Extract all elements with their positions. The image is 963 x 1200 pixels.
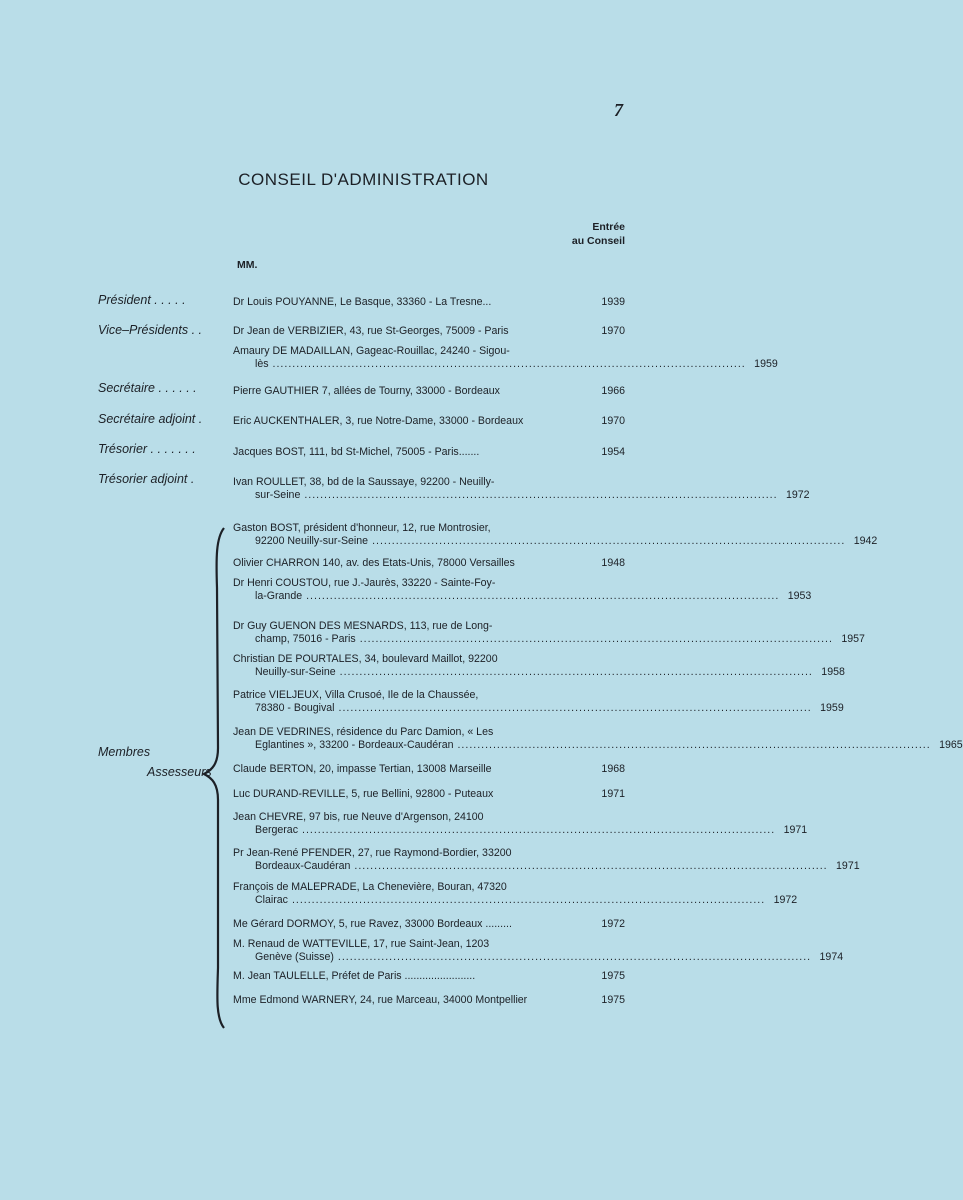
entry-year: 1942	[853, 535, 878, 547]
entry-year: 1970	[601, 325, 625, 337]
entry-year: 1968	[601, 763, 625, 775]
member-entry	[233, 881, 798, 907]
mm-label: MM.	[237, 259, 258, 271]
entry-year: 1974	[819, 951, 844, 963]
entry-year: 1970	[601, 415, 625, 427]
dot-leader: ........................................................................................................................	[302, 824, 776, 836]
entry-line-2: Bordeaux-Caudéran	[255, 860, 351, 872]
column-header-line2: au Conseil	[571, 235, 625, 247]
member-entry	[233, 385, 625, 398]
entry-line-1: Luc DURAND-REVILLE, 5, rue Bellini, 92800 - Puteaux	[233, 788, 494, 800]
entry-line-1: Me Gérard DORMOY, 5, rue Ravez, 33000 Bordeaux .........	[233, 918, 512, 930]
entry-line-1: M. Jean TAULELLE, Préfet de Paris ........................	[233, 970, 476, 982]
entry-year: 1971	[783, 824, 808, 836]
page-title: CONSEIL D'ADMINISTRATION	[238, 170, 489, 189]
member-entry	[233, 689, 844, 715]
entry-line-1: Gaston BOST, président d'honneur, 12, rue Montrosier,	[233, 522, 491, 534]
member-entry	[233, 296, 625, 309]
entry-year: 1971	[601, 788, 625, 800]
entry-line-1: Jean DE VEDRINES, résidence du Parc Damion, « Les	[233, 726, 494, 738]
member-entry	[233, 620, 865, 646]
member-entry	[233, 476, 810, 502]
entry-line-2: Bergerac	[255, 824, 298, 836]
dot-leader: ........................................................................................................................	[306, 590, 780, 602]
role-secretaire-adjoint: Secrétaire adjoint .	[98, 412, 203, 426]
entry-line-1: François de MALEPRADE, La Chenevière, Bouran, 47320	[233, 881, 507, 893]
dot-leader: ........................................................................................................................	[354, 860, 828, 872]
role-tresorier-adjoint: Trésorier adjoint .	[98, 472, 195, 486]
entry-year: 1948	[601, 557, 625, 569]
entry-line-2: sur-Seine	[255, 489, 301, 501]
entry-line-2: Neuilly-sur-Seine	[255, 666, 336, 678]
entry-line-2: 92200 Neuilly-sur-Seine	[255, 535, 369, 547]
entry-line-1: Pierre GAUTHIER 7, allées de Tourny, 33000 - Bordeaux	[233, 385, 500, 397]
entry-line-1: Eric AUCKENTHALER, 3, rue Notre-Dame, 33000 - Bordeaux	[233, 415, 524, 427]
dot-leader: ........................................................................................................................	[291, 894, 766, 906]
entry-line-1: Jacques BOST, 111, bd St-Michel, 75005 - Paris.......	[233, 446, 480, 458]
member-entry	[233, 446, 625, 459]
entry-year: 1972	[773, 894, 798, 906]
entry-line-1: Claude BERTON, 20, impasse Tertian, 13008 Marseille	[233, 763, 492, 775]
page-number: 7	[614, 100, 623, 120]
entry-line-1: Amaury DE MADAILLAN, Gageac-Rouillac, 24240 - Sigou-	[233, 345, 510, 357]
entry-line-1: Mme Edmond WARNERY, 24, rue Marceau, 34000 Montpellier	[233, 994, 528, 1006]
member-entry	[233, 345, 778, 371]
member-entry	[233, 522, 878, 548]
entry-year: 1966	[601, 385, 625, 397]
member-entry	[233, 847, 860, 873]
dot-leader: ........................................................................................................................	[272, 358, 746, 370]
dot-leader: ........................................................................................................................	[359, 633, 833, 645]
entry-year: 1954	[601, 446, 625, 458]
entry-year: 1972	[601, 918, 625, 930]
entry-year: 1965	[939, 739, 963, 751]
entry-line-2: Clairac	[255, 894, 288, 906]
entry-year: 1971	[836, 860, 860, 872]
member-entry	[233, 918, 625, 931]
dot-leader: ........................................................................................................................	[339, 666, 813, 678]
entry-line-2: lès	[255, 358, 269, 370]
entry-line-1: Dr Jean de VERBIZIER, 43, rue St-Georges, 75009 - Paris	[233, 325, 509, 337]
entry-line-1: Dr Louis POUYANNE, Le Basque, 33360 - La Tresne...	[233, 296, 492, 308]
member-entry	[233, 763, 625, 776]
members-brace	[200, 528, 230, 1028]
role-secretaire: Secrétaire . . . . . .	[98, 381, 197, 395]
entry-year: 1957	[841, 633, 865, 645]
entry-year: 1959	[820, 702, 844, 714]
entry-line-2: champ, 75016 - Paris	[255, 633, 356, 645]
column-header	[520, 220, 625, 248]
member-entry	[233, 577, 812, 603]
entry-year: 1959	[754, 358, 778, 370]
entry-line-1: Jean CHEVRE, 97 bis, rue Neuve d'Argenson, 24100	[233, 811, 484, 823]
entry-year: 1953	[787, 590, 812, 602]
dot-leader: ........................................................................................................................	[337, 951, 812, 963]
entry-line-1: Ivan ROULLET, 38, bd de la Saussaye, 92200 - Neuilly-	[233, 476, 495, 488]
entry-year: 1972	[785, 489, 810, 501]
member-entry	[233, 325, 625, 338]
role-tresorier: Trésorier . . . . . . .	[98, 442, 196, 456]
dot-leader: ........................................................................................................................	[457, 739, 931, 751]
column-header-line1: Entrée	[592, 221, 625, 233]
dot-leader: ........................................................................................................................	[372, 535, 846, 547]
role-president: Président . . . . .	[98, 293, 186, 307]
entry-year: 1975	[601, 994, 625, 1006]
entry-line-1: Dr Henri COUSTOU, rue J.-Jaurès, 33220 - Sainte-Foy-	[233, 577, 496, 589]
member-entry	[233, 994, 625, 1007]
dot-leader: ........................................................................................................................	[338, 702, 812, 714]
role-assesseurs: Assesseurs	[147, 765, 212, 779]
member-entry	[233, 938, 844, 964]
entry-year: 1975	[601, 970, 625, 982]
entry-line-2: la-Grande	[255, 590, 303, 602]
member-entry	[233, 726, 963, 752]
member-entry	[233, 970, 625, 983]
member-entry	[233, 557, 625, 570]
entry-line-1: Patrice VIELJEUX, Villa Crusoé, Ile de la Chaussée,	[233, 689, 479, 701]
member-entry	[233, 653, 845, 679]
member-entry	[233, 811, 808, 837]
entry-year: 1939	[601, 296, 625, 308]
dot-leader: ........................................................................................................................	[304, 489, 778, 501]
entry-line-2: Eglantines », 33200 - Bordeaux-Caudéran	[255, 739, 454, 751]
entry-line-2: 78380 - Bougival	[255, 702, 335, 714]
member-entry	[233, 788, 625, 801]
entry-line-1: Dr Guy GUENON DES MESNARDS, 113, rue de Long-	[233, 620, 493, 632]
entry-line-1: Pr Jean-René PFENDER, 27, rue Raymond-Bordier, 33200	[233, 847, 512, 859]
role-vice-presidents: Vice–Présidents . .	[98, 323, 202, 337]
entry-line-2: Genève (Suisse)	[255, 951, 334, 963]
entry-line-1: Christian DE POURTALES, 34, boulevard Maillot, 92200	[233, 653, 498, 665]
entry-year: 1958	[821, 666, 845, 678]
entry-line-1: M. Renaud de WATTEVILLE, 17, rue Saint-Jean, 1203	[233, 938, 490, 950]
entry-line-1: Olivier CHARRON 140, av. des Etats-Unis, 78000 Versailles	[233, 557, 515, 569]
member-entry	[233, 415, 625, 428]
role-membres: Membres	[98, 745, 151, 759]
